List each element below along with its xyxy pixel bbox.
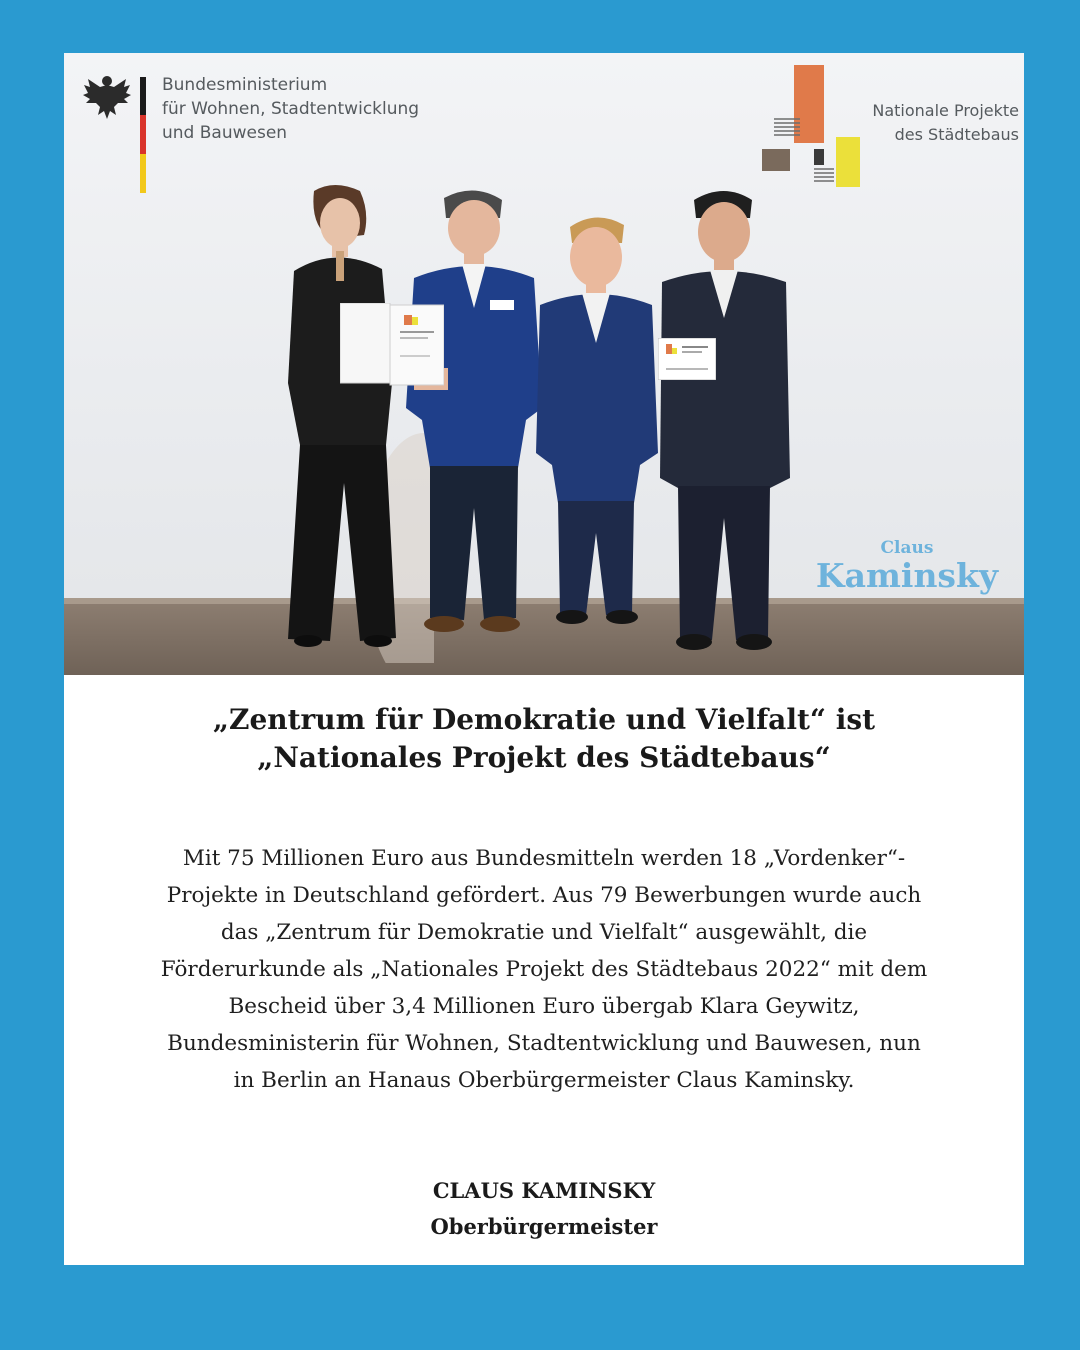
program-name [849,99,1019,147]
headline-line-2: „Nationales Projekt des Städtebaus“ [257,741,831,774]
ministry-line-3: und Bauwesen [162,123,288,143]
watermark-last-name: Kaminsky [815,556,999,595]
ministry-line-2: für Wohnen, Stadtentwicklung [162,99,420,119]
post-card [64,53,1024,1265]
program-logo [754,63,1019,193]
headline-line-1: „Zentrum für Demokratie und Vielfalt“ ist [212,703,876,736]
german-flag-bar [140,77,146,193]
program-line-2: des Städtebaus [894,125,1019,144]
headline [64,701,1024,777]
person-plaque-holder [654,188,794,658]
body-line-5: Bescheid über 3,4 Millionen Euro übergab Klara Geywitz, [228,994,860,1019]
person-mayor [404,188,544,638]
body-line-6: Bundesministerin für Wohnen, Stadtentwicklung und Bauwesen, nun [167,1031,921,1056]
signature-block [64,1173,1024,1245]
body-line-1: Mit 75 Millionen Euro aus Bundesmitteln werden 18 „Vordenker“- [182,846,906,871]
body-paragraph [74,840,1014,1099]
watermark-first-name: Claus [880,538,934,558]
signature-title: Oberbürgermeister [430,1214,658,1239]
federal-eagle-icon [82,73,132,121]
ministry-name [162,73,462,145]
ministry-line-1: Bundesministerium [162,75,328,95]
body-line-7: in Berlin an Hanaus Oberbürgermeister Claus Kaminsky. [233,1068,855,1093]
signature-name: CLAUS KAMINSKY [432,1178,656,1203]
name-watermark [802,538,1012,594]
body-line-2: Projekte in Deutschland gefördert. Aus 79 Bewerbungen wurde auch [166,883,922,908]
certificate-document [340,303,444,387]
body-line-3: das „Zentrum für Demokratie und Vielfalt“ ausgewählt, die [220,920,868,945]
person-attendee [532,213,662,633]
award-plaque [658,338,716,380]
award-photo [64,53,1024,675]
program-line-1: Nationale Projekte [872,101,1019,120]
body-line-4: Förderurkunde als „Nationales Projekt des Städtebaus 2022“ mit dem [160,957,928,982]
